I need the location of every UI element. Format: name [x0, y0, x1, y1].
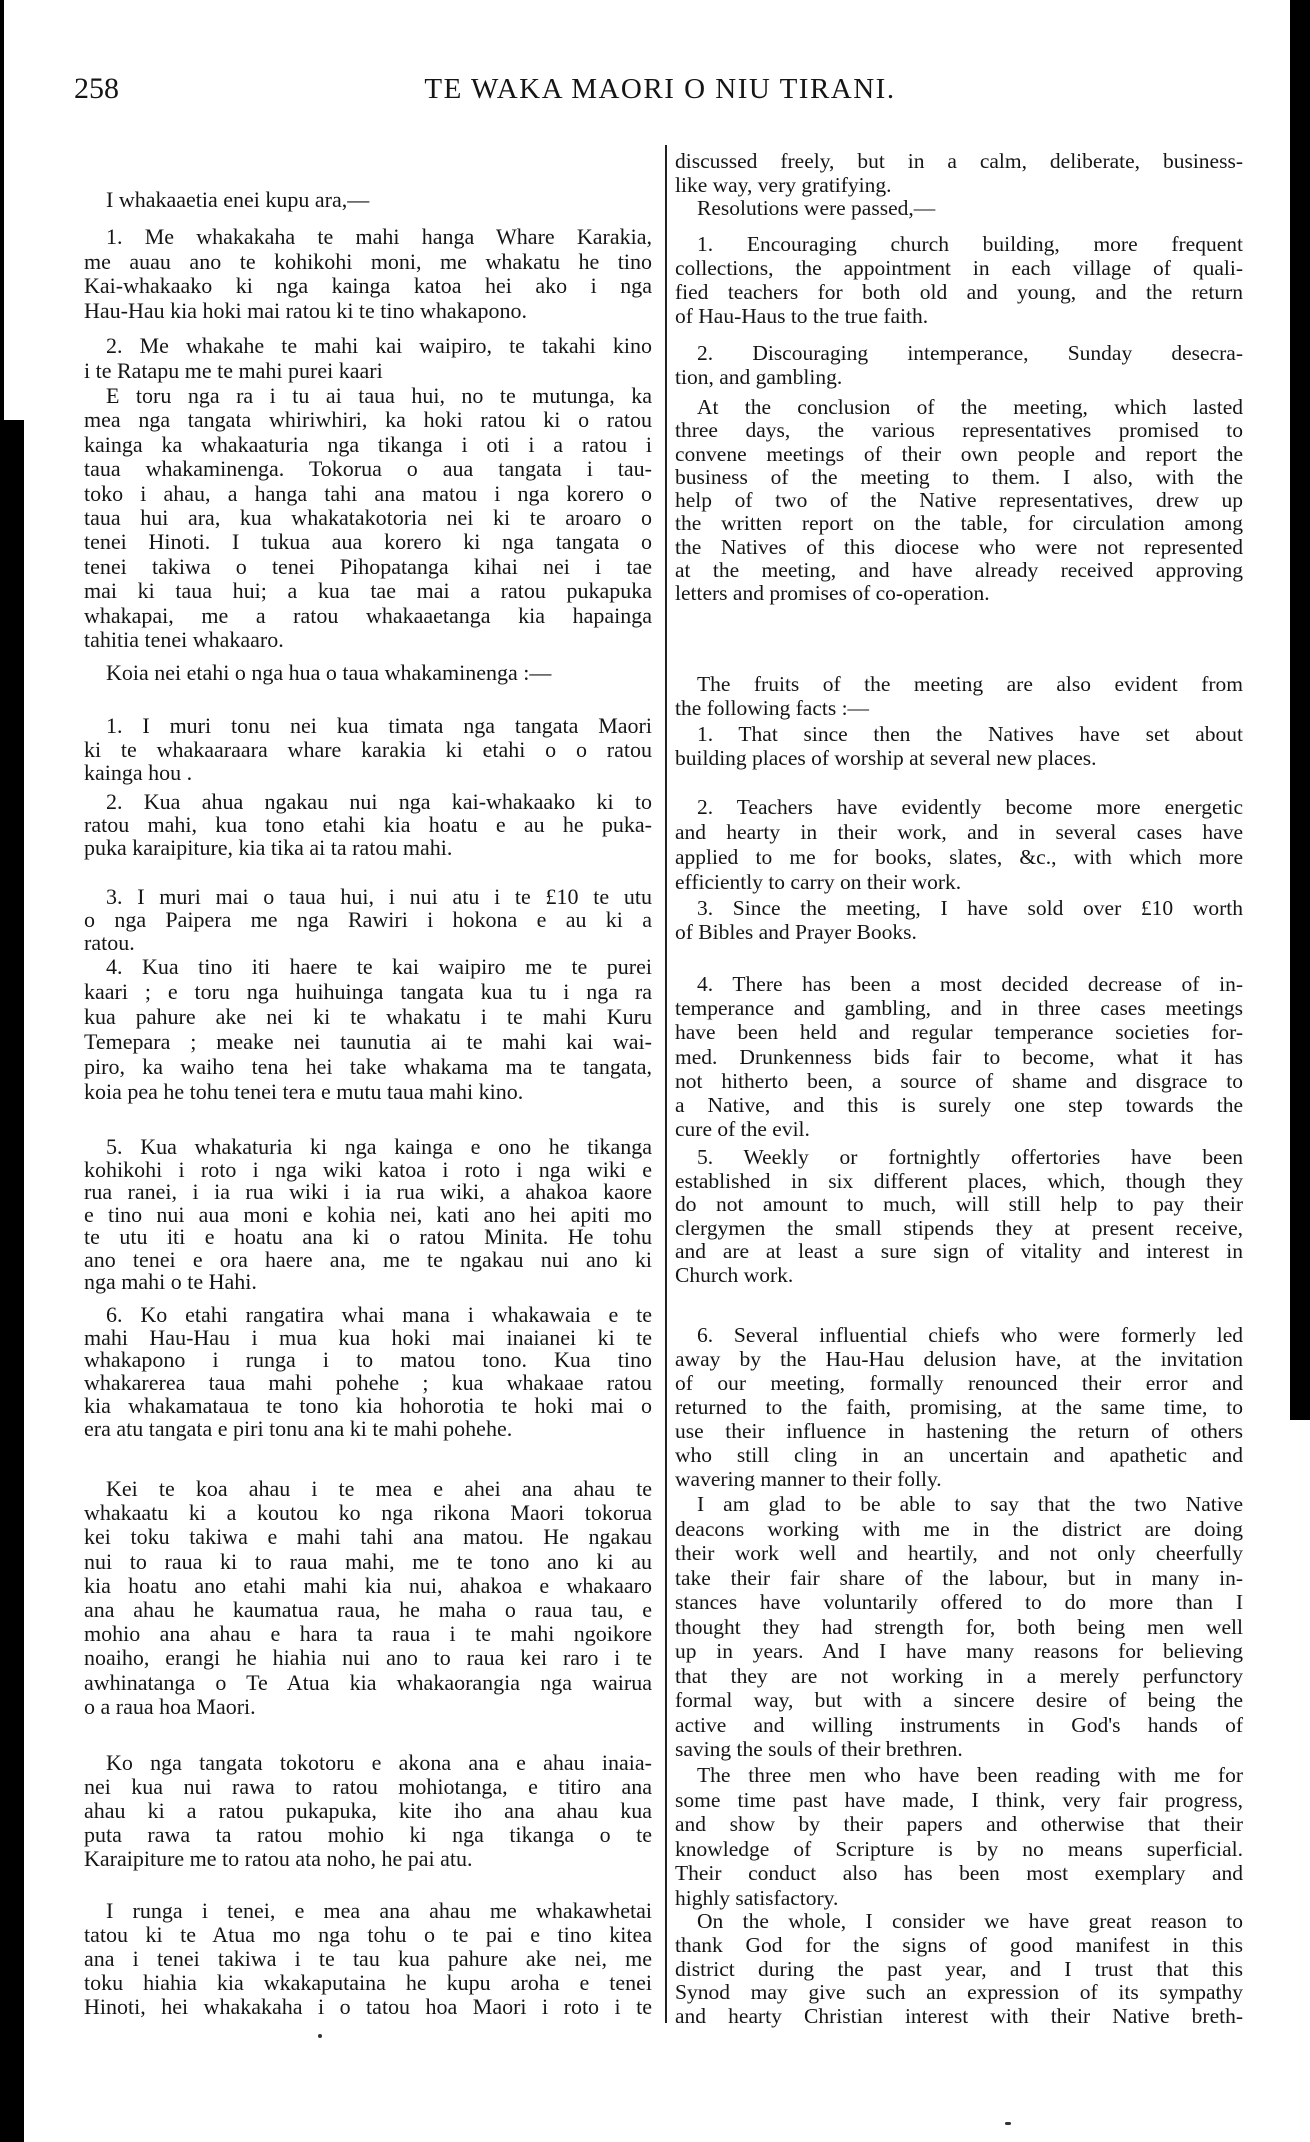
text-line: clergymen the small stipends they at present receive,: [675, 1215, 1243, 1240]
text-line: Kei te koa ahau i te mea e ahei ana ahau te: [106, 1476, 652, 1501]
resolution-2: [84, 333, 652, 383]
text-line: letters and promises of co-operation.: [675, 581, 990, 606]
fact-1: [84, 714, 652, 785]
text-line: Hinoti, hei whakakaha i o tatou hoa Maori i roto i te: [84, 1994, 652, 2019]
text-line: returned to the faith, promising, at the same time, to: [675, 1395, 1243, 1419]
fact-4: [84, 954, 652, 1104]
scan-edge-left: [0, 420, 24, 2142]
text-line: cure of the evil.: [675, 1117, 810, 1142]
text-line: thank God for the signs of good manifest in this: [675, 1932, 1243, 1957]
text-line: fied teachers for both old and young, and the return: [675, 280, 1243, 304]
text-line: formal way, but with a sincere desire of being the: [675, 1688, 1243, 1712]
text-line: Their conduct also has been most exemplary and: [675, 1861, 1243, 1886]
text-line: puta rawa ta ratou mohio ki nga tikanga o te: [84, 1822, 652, 1847]
text-line: that they are not working in a merely perfunctory: [675, 1663, 1243, 1688]
fact-5: [84, 1136, 652, 1294]
text-line: have been held and regular temperance societies for-: [675, 1020, 1243, 1045]
text-line: their work well and heartily, and not only cheerfully: [675, 1541, 1243, 1565]
text-line: On the whole, I consider we have great reason to: [697, 1909, 1243, 1933]
text-line: kaari ; e toru nga huihuinga tangata kua tu i nga ra: [84, 979, 652, 1004]
text-line: some time past have made, I think, very fair progress,: [675, 1787, 1243, 1812]
text-line: mahi Hau-Hau i mua kua hoki mai inaianei ki te: [84, 1324, 652, 1350]
text-line: temperance and gambling, and in three cases meetings: [675, 996, 1243, 1021]
text-line: established in six different places, which, though they: [675, 1168, 1243, 1193]
text-line: kia hoatu ano etahi mahi kia nui, ahakoa e whakaaro: [84, 1572, 652, 1598]
text-line: ano tenei e ora haere ana, me te ngakau nui ano ki: [84, 1246, 652, 1272]
text-line: E toru nga ra i tu ai taua hui, no te mutunga, ka: [106, 383, 652, 408]
text-line: of our meeting, formally renounced their error and: [675, 1371, 1243, 1395]
text-line: Synod may give such an expression of its sympathy: [675, 1980, 1243, 2005]
text-line: toko i ahau, a hanga tahi ana matou i nga korero o: [84, 480, 652, 506]
text-line: Church work.: [675, 1262, 794, 1287]
text-line: Kai-whakaako ki nga kainga katoa hei ako i nga: [84, 273, 652, 299]
resolution-2: [675, 342, 1243, 389]
text-line: 2. Me whakahe te mahi kai waipiro, te takahi kino: [106, 333, 652, 358]
text-line: efficiently to carry on their work.: [675, 870, 962, 894]
text-line: toku hiahia kia wkakaputaina he kupu aroha e tenei: [84, 1970, 652, 1995]
text-line: 1. I muri tonu nei kua timata nga tangata Maori: [106, 713, 652, 738]
text-line: up in years. And I have many reasons for believing: [675, 1639, 1243, 1663]
paragraph: [675, 1492, 1243, 1762]
text-line: like way, very gratifying.: [675, 172, 892, 197]
text-line: ratou.: [84, 930, 135, 955]
paragraph: [84, 1751, 652, 1871]
text-line: deacons working with me in the district are doing: [675, 1516, 1243, 1541]
text-line: three days, the various representatives promised to: [675, 418, 1243, 443]
text-line: mai ki taua hui; a kua tae mai a ratou pukapuka: [84, 578, 652, 604]
text-line: tenei Hinoti. I tukua aua korero ki nga tangata o: [84, 529, 652, 555]
text-line: of Hau-Haus to the true faith.: [675, 304, 929, 328]
text-line: 6. Several influential chiefs who were formerly led: [697, 1323, 1243, 1347]
text-line: 5. Weekly or fortnightly offertories have been: [697, 1145, 1243, 1169]
fact-6: [675, 1323, 1243, 1491]
stray-mark: [318, 2034, 322, 2038]
paragraph: [675, 197, 1243, 221]
text-line: te utu iti e hoatu ana ki o ratou Minita. He tohu: [84, 1224, 652, 1249]
text-line: Ko nga tangata tokotoru e akona ana e ahau inaia-: [106, 1750, 652, 1775]
text-line: 2. Teachers have evidently become more energetic: [697, 795, 1243, 819]
text-line: Hau-Hau kia hoki mai ratou ki te tino whakapono.: [84, 297, 527, 323]
text-line: nui to raua ki to raua mahi, me te tono ano ki au: [84, 1548, 652, 1574]
text-line: kua pahure ake nei ki te whakatu i te mahi Kuru: [84, 1004, 652, 1029]
text-line: business of the meeting to them. I also, with the: [675, 464, 1243, 489]
column-divider: [665, 145, 667, 2023]
text-line: nga mahi o te Hahi.: [84, 1269, 257, 1294]
text-line: 1. That since then the Natives have set about: [697, 722, 1243, 746]
text-line: koia pea he tohu tenei tera e mutu taua mahi kino.: [84, 1079, 524, 1104]
text-line: 5. Kua whakaturia ki nga kainga e ono he tikanga: [106, 1134, 652, 1159]
fact-2: [84, 790, 652, 859]
text-line: take their fair share of the labour, but in many in-: [675, 1565, 1243, 1590]
text-line: e tino nui aua moni e kohia nei, kati ano hei apiti mo: [84, 1201, 652, 1227]
text-line: wavering manner to their folly.: [675, 1467, 942, 1491]
text-line: and hearty in their work, and in several cases have: [675, 820, 1243, 844]
text-line: tion, and gambling.: [675, 364, 843, 389]
paragraph: [84, 188, 652, 212]
text-line: I runga i tenei, e mea ana ahau me whakawhetai: [106, 1898, 652, 1923]
text-line: ana ahau he kaumatua raua, he maha o raua tau, e: [84, 1597, 652, 1623]
text-line: Karaipiture me to ratou ata noho, he pai atu.: [84, 1846, 473, 1871]
text-line: and show by their papers and otherwise that their: [675, 1812, 1243, 1837]
text-line: era atu tangata e piri tonu ana ki te mahi pohehe.: [84, 1415, 513, 1441]
text-line: saving the souls of their brethren.: [675, 1737, 963, 1761]
text-line: kia whakamataua te tono kia hohorotia te hoki mai o: [84, 1392, 652, 1418]
text-line: 2. Discouraging intemperance, Sunday desecra-: [697, 341, 1243, 365]
fact-5: [675, 1146, 1243, 1288]
text-line: The fruits of the meeting are also evident from: [697, 672, 1243, 696]
paragraph: [675, 150, 1243, 197]
paragraph: [84, 1477, 652, 1719]
scan-edge-left-top: [0, 0, 4, 420]
text-line: district during the past year, and I trust that this: [675, 1956, 1243, 1981]
text-line: whakarerea taua mahi pohehe ; kua whakaae ratou: [84, 1370, 652, 1396]
resolution-1: [675, 232, 1243, 328]
text-line: noaiho, erangi he hiahia nui ano to raua kei raro i te: [84, 1645, 652, 1671]
text-line: convene meetings of their own people and report the: [675, 441, 1243, 466]
text-line: 4. There has been a most decided decrease of in-: [697, 972, 1243, 996]
text-line: and hearty Christian interest with their Native breth-: [675, 2004, 1243, 2029]
text-line: ratou mahi, kua tono etahi kia hoatu e au he puka-: [84, 812, 652, 837]
text-line: tatou ki te Atua mo nga tohu o te pai e tino kitea: [84, 1922, 652, 1947]
text-line: 2. Kua ahua ngakau nui nga kai-whakaako ki to: [106, 789, 652, 814]
fact-1: [675, 722, 1243, 770]
text-line: mea nga tangata whiriwhiri, ka hoki ratou ki o ratou: [84, 407, 652, 433]
text-line: stances have voluntarily offered to do more than I: [675, 1590, 1243, 1614]
text-line: of Bibles and Prayer Books.: [675, 920, 917, 944]
text-line: 1. Encouraging church building, more frequent: [697, 232, 1243, 256]
text-line: ki te whakaaraara whare karakia ki etahi o o ratou: [84, 736, 652, 762]
text-line: taua whakaminenga. Tokorua o aua tangata i tau-: [84, 456, 652, 482]
paragraph: [84, 384, 652, 652]
fact-4: [675, 972, 1243, 1141]
text-line: and are at least a sure sign of vitality and interest in: [675, 1239, 1243, 1264]
paragraph: [84, 1899, 652, 2019]
text-line: o a raua hoa Maori.: [84, 1693, 256, 1719]
text-line: o nga Paipera me nga Rawiri i hokona e au ki a: [84, 907, 652, 932]
text-line: kainga ka whakaaturia nga tikanga i oti i a ratou i: [84, 431, 652, 457]
text-line: me auau ano te kohikohi moni, me whakatu he tino: [84, 248, 652, 274]
text-line: applied to me for books, slates, &c., with which more: [675, 845, 1243, 869]
text-line: highly satisfactory.: [675, 1885, 839, 1910]
text-line: Temepara ; meake nei taunutia ai te mahi kai wai-: [84, 1029, 652, 1054]
text-line: awhinatanga o Te Atua kia whakaorangia nga wairua: [84, 1669, 652, 1695]
text-line: building places of worship at several new places.: [675, 746, 1097, 770]
text-line: At the conclusion of the meeting, which lasted: [697, 395, 1243, 419]
paragraph: [675, 396, 1243, 606]
text-line: piro, ka waiho tena hei take whakama ma te tangata,: [84, 1054, 652, 1079]
text-line: the written report on the table, for circulation among: [675, 511, 1243, 536]
text-line: at the meeting, and have already received approving: [675, 558, 1243, 583]
text-line: tahitia tenei whakaaro.: [84, 627, 284, 653]
text-line: not hitherto been, a source of shame and disgrace to: [675, 1068, 1243, 1093]
text-line: active and willing instruments in God's hands of: [675, 1712, 1243, 1737]
text-line: mohio ana ahau e hara ta raua i te mahi ngoikore: [84, 1621, 652, 1647]
text-line: knowledge of Scripture is by no means superficial.: [675, 1836, 1243, 1861]
resolution-1: [84, 225, 652, 323]
text-line: Koia nei etahi o nga hua o taua whakaminenga :—: [106, 660, 552, 685]
text-line: ana i tenei takiwa i te tau kua pahure ake nei, me: [84, 1946, 652, 1971]
running-title: TE WAKA MAORI O NIU TIRANI.: [424, 73, 896, 105]
text-line: Resolutions were passed,—: [697, 196, 936, 220]
text-line: med. Drunkenness bids fair to become, what it has: [675, 1044, 1243, 1069]
page-number: 258: [74, 72, 119, 105]
text-line: puka karaipiture, kia tika ai ta ratou mahi.: [84, 835, 453, 860]
text-line: 1. Me whakakaha te mahi hanga Whare Karakia,: [106, 224, 652, 249]
text-line: collections, the appointment in each village of quali-: [675, 256, 1243, 280]
text-line: 4. Kua tino iti haere te kai waipiro me te purei: [106, 954, 652, 979]
text-line: away by the Hau-Hau delusion have, at the invitation: [675, 1347, 1243, 1371]
text-line: i te Ratapu me te mahi purei kaari: [84, 358, 383, 383]
fact-3: [675, 896, 1243, 944]
text-line: 3. Since the meeting, I have sold over £10 worth: [697, 896, 1243, 920]
text-line: the following facts :—: [675, 695, 870, 720]
text-line: I am glad to be able to say that the two Native: [697, 1492, 1243, 1516]
text-line: 3. I muri mai o taua hui, i nui atu i te £10 te utu: [106, 884, 652, 909]
text-line: whakapono i runga i to matou tono. Kua tino: [84, 1347, 652, 1373]
text-line: kei toku takiwa e mahi tahi ana matou. He ngakau: [84, 1524, 652, 1550]
scan-edge-right: [1290, 0, 1310, 1420]
text-line: thought they had strength for, both being men well: [675, 1614, 1243, 1639]
stray-mark: [1005, 2122, 1011, 2125]
paragraph: [675, 1763, 1243, 1911]
text-line: rua ranei, i ia rua wiki i ia rua wiki, a ahakoa kaore: [84, 1179, 652, 1204]
text-line: whakapai, me a ratou whakaaetanga kia hapainga: [84, 602, 652, 628]
text-line: use their influence in hastening the return of others: [675, 1419, 1243, 1443]
text-line: kohikohi i roto i nga wiki katoa i roto i nga wiki e: [84, 1156, 652, 1182]
text-line: kainga hou .: [84, 760, 193, 785]
text-line: a Native, and this is surely one step towards the: [675, 1093, 1243, 1118]
text-line: discussed freely, but in a calm, deliberate, business-: [675, 149, 1243, 173]
text-line: I whakaaetia enei kupu ara,—: [106, 187, 370, 212]
text-line: The three men who have been reading with me for: [697, 1763, 1243, 1787]
text-line: who still cling in an uncertain and apathetic and: [675, 1443, 1243, 1467]
text-line: ahau ki a ratou pukapuka, kite iho ana ahau kua: [84, 1798, 652, 1823]
fact-6: [84, 1304, 652, 1440]
text-line: the Natives of this diocese who were not represented: [675, 534, 1243, 559]
text-line: taua hui ara, kua whakatakotoria nei ki te aroaro o: [84, 505, 652, 531]
paragraph: [675, 673, 1243, 720]
text-line: whakaatu ki a koutou ko nga rikona Maori tokorua: [84, 1500, 652, 1526]
text-line: tenei takiwa o tenei Pihopatanga kihai nei i tae: [84, 553, 652, 579]
paragraph: [675, 1910, 1243, 2029]
text-line: help of two of the Native representatives, drew up: [675, 488, 1243, 513]
fact-3: [84, 885, 652, 954]
text-line: nei kua nui rawa to ratou mohiotanga, e titiro ana: [84, 1774, 652, 1799]
paragraph: [84, 661, 652, 685]
text-line: do not amount to much, will still help to pay their: [675, 1192, 1243, 1217]
fact-2: [675, 795, 1243, 895]
text-line: 6. Ko etahi rangatira whai mana i whakawaia e te: [106, 1302, 652, 1327]
